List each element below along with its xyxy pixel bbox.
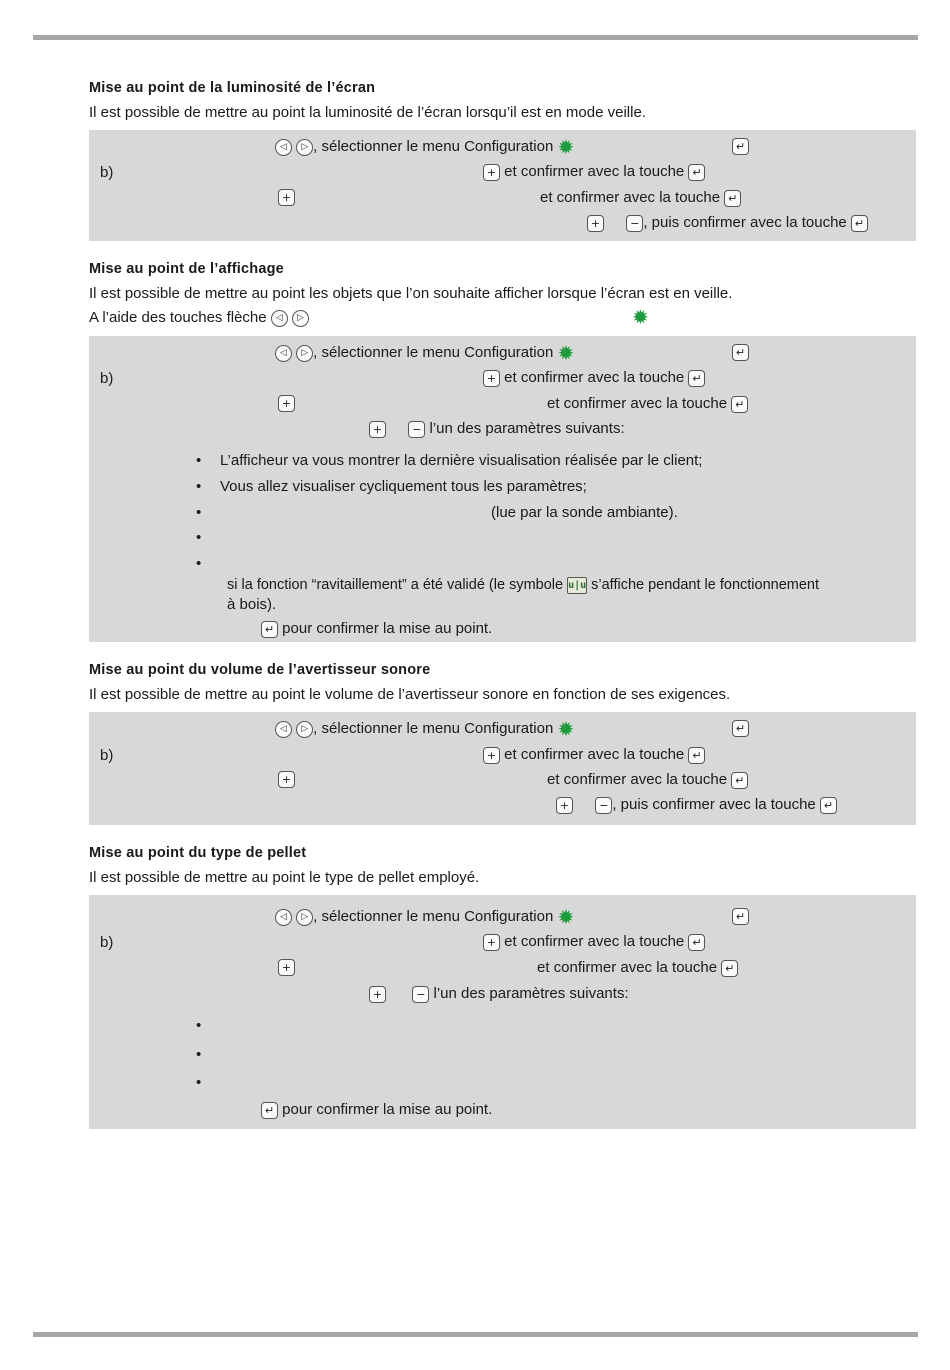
enter-key-icon: ↵ xyxy=(731,772,748,789)
right-arrow-icon: ▷ xyxy=(296,345,313,362)
section-title-pellet: Mise au point du type de pellet xyxy=(89,845,307,861)
plus-key-icon: + xyxy=(278,189,295,206)
confirm-text: et confirmer avec la touche xyxy=(547,771,728,788)
plus-key-icon: + xyxy=(278,959,295,976)
enter-key-icon: ↵ xyxy=(261,1102,278,1119)
confirm-setting-text: pour confirmer la mise au point. xyxy=(282,1101,493,1118)
plus-key-icon: + xyxy=(556,797,573,814)
params-text: l’un des paramètres suivants: xyxy=(429,420,625,437)
minus-key-icon: − xyxy=(408,421,425,438)
step-b-line xyxy=(483,369,705,387)
step-d-line xyxy=(556,796,837,814)
step-c-line xyxy=(547,395,748,413)
step-b-line xyxy=(483,933,705,951)
section-intro-buzzer: Il est possible de mettre au point le volume de l’avertisseur sonore en fonction de ses exigences. xyxy=(89,686,731,703)
step-b-label: b) xyxy=(100,370,114,387)
section-title-brightness: Mise au point de la luminosité de l’écran xyxy=(89,80,376,96)
enter-key-icon: ↵ xyxy=(732,720,749,737)
feed-note-line xyxy=(227,576,819,594)
right-arrow-icon: ▷ xyxy=(296,909,313,926)
step-d-line xyxy=(587,214,868,232)
section-intro-brightness: Il est possible de mettre au point la luminosité de l’écran lorsqu’il est en mode veille. xyxy=(89,104,646,121)
feed-note-end: à bois). xyxy=(227,596,277,613)
enter-key-icon: ↵ xyxy=(688,164,705,181)
step-a-line xyxy=(275,135,575,160)
bullet-item-2: Vous allez visualiser cycliquement tous les paramètres; xyxy=(220,478,587,495)
then-confirm-text: , puis confirmer avec la touche xyxy=(612,796,816,813)
arrow-help-text: A l’aide des touches flèche xyxy=(89,309,267,326)
step-b-label: b) xyxy=(100,934,114,951)
gear-icon: ✹ xyxy=(632,305,649,329)
plus-key-icon: + xyxy=(483,934,500,951)
confirm-text: et confirmer avec la touche xyxy=(504,933,685,950)
enter-key-icon: ↵ xyxy=(261,621,278,638)
right-arrow-icon: ▷ xyxy=(296,139,313,156)
feed-note-text: si la fonction “ravitaillement” a été validé (le symbole xyxy=(227,577,564,593)
left-arrow-icon: ◁ xyxy=(271,310,288,327)
plus-key-icon: + xyxy=(587,215,604,232)
instruction-box-brightness xyxy=(89,130,916,241)
right-arrow-icon: ▷ xyxy=(292,310,309,327)
plus-key-icon: + xyxy=(369,421,386,438)
confirm-text: et confirmer avec la touche xyxy=(537,959,718,976)
section-intro-display: Il est possible de mettre au point les objets que l’on souhaite afficher lorsque l’écran est en veille. xyxy=(89,285,733,302)
plus-key-icon: + xyxy=(483,747,500,764)
bullet-dot: • xyxy=(196,529,202,546)
confirm-setting-line xyxy=(261,620,492,638)
select-menu-text: , sélectionner le menu Configuration xyxy=(313,344,554,361)
step-b-label: b) xyxy=(100,747,114,764)
left-arrow-icon: ◁ xyxy=(275,909,292,926)
bullet-dot: • xyxy=(196,504,202,521)
section-intro-pellet: Il est possible de mettre au point le type de pellet employé. xyxy=(89,869,480,886)
confirm-setting-text: pour confirmer la mise au point. xyxy=(282,620,493,637)
enter-key-icon: ↵ xyxy=(732,138,749,155)
confirm-text: et confirmer avec la touche xyxy=(504,746,685,763)
bullet-dot: • xyxy=(196,452,202,469)
enter-key-icon: ↵ xyxy=(688,934,705,951)
plus-key-icon: + xyxy=(483,370,500,387)
left-arrow-icon: ◁ xyxy=(275,139,292,156)
feed-note-text-2: s’affiche pendant le fonctionnement xyxy=(591,577,820,593)
enter-key-icon: ↵ xyxy=(731,396,748,413)
plus-key-icon: + xyxy=(278,771,295,788)
minus-key-icon: − xyxy=(412,986,429,1003)
section-title-display: Mise au point de l’affichage xyxy=(89,261,284,277)
params-text: l’un des paramètres suivants: xyxy=(433,985,629,1002)
select-menu-text: , sélectionner le menu Configuration xyxy=(313,720,554,737)
enter-key-icon: ↵ xyxy=(820,797,837,814)
enter-key-icon: ↵ xyxy=(721,960,738,977)
enter-key-icon: ↵ xyxy=(724,190,741,207)
confirm-text: et confirmer avec la touche xyxy=(504,369,685,386)
gear-icon: ✹ xyxy=(557,717,575,742)
left-arrow-icon: ◁ xyxy=(275,721,292,738)
enter-key-icon: ↵ xyxy=(688,747,705,764)
bullet-dot: • xyxy=(196,1017,202,1034)
bullet-dot: • xyxy=(196,555,202,572)
select-menu-text: , sélectionner le menu Configuration xyxy=(313,908,554,925)
arrow-help-line xyxy=(89,309,309,327)
feed-symbol-icon: u|u xyxy=(567,577,587,594)
confirm-text: et confirmer avec la touche xyxy=(504,163,685,180)
enter-key-icon: ↵ xyxy=(688,370,705,387)
select-menu-text: , sélectionner le menu Configuration xyxy=(313,138,554,155)
top-rule xyxy=(33,35,918,40)
left-arrow-icon: ◁ xyxy=(275,345,292,362)
step-b-label: b) xyxy=(100,164,114,181)
step-a-line xyxy=(275,341,575,366)
enter-key-icon: ↵ xyxy=(732,908,749,925)
step-d-line xyxy=(369,985,629,1003)
bottom-rule xyxy=(33,1332,918,1337)
gear-icon: ✹ xyxy=(557,135,575,160)
confirm-text: et confirmer avec la touche xyxy=(547,395,728,412)
instruction-box-buzzer xyxy=(89,712,916,825)
step-b-line xyxy=(483,746,705,764)
confirm-setting-line xyxy=(261,1101,492,1119)
step-b-line xyxy=(483,163,705,181)
step-c-line xyxy=(540,189,741,207)
instruction-box-display xyxy=(89,336,916,642)
section-title-buzzer: Mise au point du volume de l’avertisseur sonore xyxy=(89,662,431,678)
bullet-item-3: (lue par la sonde ambiante). xyxy=(491,504,678,521)
plus-key-icon: + xyxy=(278,395,295,412)
step-d-line xyxy=(369,420,625,438)
step-a-line xyxy=(275,717,575,742)
step-c-line xyxy=(547,771,748,789)
step-a-line xyxy=(275,905,575,930)
plus-key-icon: + xyxy=(369,986,386,1003)
bullet-item-1: L’afficheur va vous montrer la dernière visualisation réalisée par le client; xyxy=(220,452,703,469)
plus-key-icon: + xyxy=(483,164,500,181)
confirm-text: et confirmer avec la touche xyxy=(540,189,721,206)
gear-icon: ✹ xyxy=(557,905,575,930)
enter-key-icon: ↵ xyxy=(851,215,868,232)
instruction-box-pellet xyxy=(89,895,916,1129)
step-c-line xyxy=(537,959,738,977)
right-arrow-icon: ▷ xyxy=(296,721,313,738)
bullet-dot: • xyxy=(196,1046,202,1063)
bullet-dot: • xyxy=(196,1074,202,1091)
then-confirm-text: , puis confirmer avec la touche xyxy=(643,214,847,231)
bullet-dot: • xyxy=(196,478,202,495)
minus-key-icon: − xyxy=(626,215,643,232)
enter-key-icon: ↵ xyxy=(732,344,749,361)
minus-key-icon: − xyxy=(595,797,612,814)
gear-icon: ✹ xyxy=(557,341,575,366)
